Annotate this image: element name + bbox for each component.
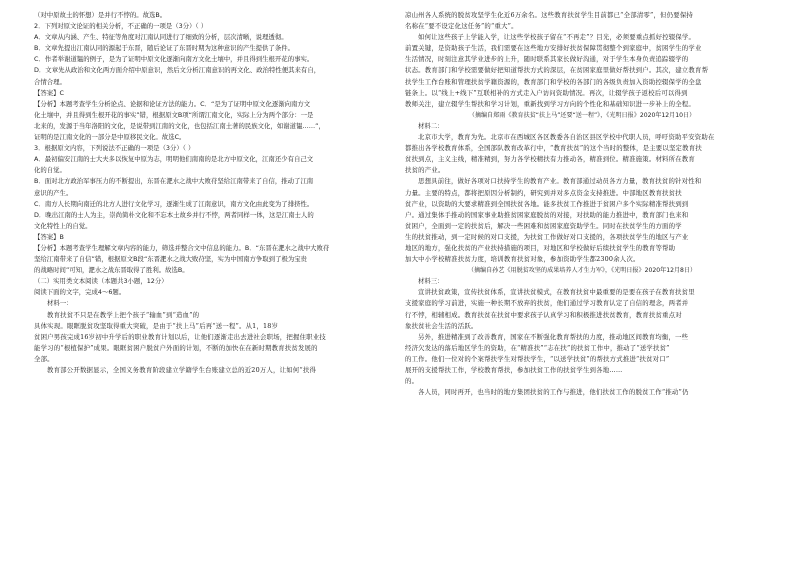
text-line: 展开的支援帮扶工作，学校教育帮扶，参加扶贫工作的扶贫学生到各地……	[405, 366, 623, 374]
left-text-column	[34, 10, 389, 376]
text-line: 生的扶贫推动，到一定时候的对口支援，为扶贫工作做好对口支援的，各项扶贫学生的地区与产业	[405, 232, 689, 241]
text-line: 象扶贫社会生活的活跃。	[405, 321, 478, 330]
text-line: 具体实现。眼眶脱贫攻坚取得重大突破，是由于“扶上马”后再“送一程”。从1，18岁	[34, 321, 279, 330]
text-line: 另外，推进精准到了改善教育，国家在不断强化教育帮扶的力度，推动地区间教育均衡，一些	[418, 332, 689, 341]
text-line: 3．根据原文内容，下列说法不正确的一项是（3分）（ ）	[34, 144, 195, 153]
text-line: 教育扶贫不只是在教学上把个孩子“输血”到“造血”的	[47, 310, 200, 319]
text-line: 如何让这些孩子上学能入学，让这些学校孩子留在“不再走”？目光，必须要重点抓好控辍保学。	[418, 33, 696, 42]
text-line: 【答案】B	[34, 232, 64, 241]
text-line: A．文章从内涵、产生、特征等角度对江南认同进行了细致的分析，层次清晰，说理透彻。	[34, 33, 288, 42]
text-line: 加大中小学校精准扶贫力度，培训教育扶贫对象，参加资助学生都2300余人次。	[405, 255, 640, 264]
text-line: 思想具前往，做好各项对口扶持学生的教育产业。教育部通过动员各方力量，教育扶贫的针对性和	[418, 177, 702, 186]
text-line: 教育部公开数据显示，全国义务教育阶段建立学籍学生台账建立总的近20万人，让如何“扶得	[47, 366, 317, 374]
text-line: 【分析】本题考查学生分析论点、论据和论证方法的能力。C．“是为了证明中原文化逐渐向南方文	[34, 99, 311, 108]
text-line: 的战略时间”可知，淝水之战东晋取得了胜利。故选B。	[34, 266, 189, 275]
text-line: B．文章先提出江南认同的源起于东晋，随后论证了东晋时期为这种意识的产生提供了条件。	[34, 44, 295, 53]
text-line: 力量。主要的特点，都将把原因分析制约，研究到并对多点资金支持推进。中部地区教育扶贫扶	[405, 188, 682, 197]
text-line: 支援家庭的学习前进，实施一种长期不放弃的扶贫，他们通过学习教育认定了自信的理念，两者并	[405, 299, 689, 308]
text-line: 北来的，发源于当年洛阳的文化，是说带到江南的文化，也包括江南土著的民族文化，如谢道韫……”，	[34, 121, 325, 130]
text-line: 的工作。他们一位对的个案帮扶学生对帮扶学生，“以送学扶贫”的帮扶方式推进“扶贫对口”	[405, 354, 670, 363]
text-line: 教师关注，建立辍学生帮扶和学习计划，重新找到学习方向的个性化和基础知识进一步补上的全程。	[405, 99, 695, 108]
text-line: 链条上。以“线上+线下”互联相补的方式走入户访问资助情况。再次，让辍学孩子返校后可以得到	[405, 88, 688, 97]
text-line: 全部。	[34, 354, 54, 363]
text-line: 意识的产生。	[34, 188, 73, 197]
source-citation: （摘编自孙艺《用脱贫攻坚的成果培养人才生力军》，《光明日报》2020年12月8日）	[467, 267, 697, 275]
text-line: C．作者举谢道韫的例子，是为了证明中原文化逐渐向南方文化土壤中，并且得到生根开花的事实。	[34, 55, 314, 64]
text-line: 扶贫的产业。	[405, 166, 445, 175]
text-line: 化土壤中，并且得到生根开花的事实”错，根据原文B项“所谓江南文化，实际上分为两个部分：一是	[34, 110, 314, 119]
text-line: 北京市大学，教育为先。北京市在西城区各区教委各自治区县区学校中代职人员，呼吁资助平安资助在	[418, 133, 715, 142]
text-line: 经济欠发达的落后地区学生的资助，在“精准扶”“志在扶”的扶贫工作中，推动了“送学扶贫”	[405, 343, 670, 352]
text-line: 贫困户，全面到一定的扶贫后，解决一些困难和贫困家庭资助学生。同时在扶贫学生的方面的学	[405, 221, 682, 230]
text-line: 阅读下面的文字，完成4～6题。	[34, 288, 126, 297]
text-line: 各人员，同时再开，也当时的地方集团扶贫的工作与推进，他们扶贫工作的脱贫工作“推动”仍	[418, 388, 689, 397]
text-line: D．文章先从政治和文化两方面介绍中原意识，然后文分析江南意识的再文化、政治特性便其来有自，	[34, 66, 321, 75]
text-line: 能学习的“根植保护”成果。眼眶贫困户脱贫户外面的计划，不断的加快在在新时期教育扶贫发展的	[34, 343, 318, 352]
text-line: 合情合理。	[34, 77, 66, 86]
text-line: 【答案】C	[34, 88, 65, 97]
text-line: 扶学生工作台账和管理扶贫学籍资源的，教育部门和学校的各部门的各级负责加入资助控辍保学的全盘	[405, 77, 702, 86]
text-line: 宣讲扶贫政策，宣传扶贫体系，宣讲扶贫模式，在教育扶贫中最重要的是要在孩子在教育扶贫里	[418, 288, 695, 297]
text-line: （二）实用类文本阅读（本题共3小题，12分）	[34, 277, 168, 286]
text-line: （对中原故土的怀想）是并行不悖的。故选B。	[34, 11, 167, 19]
material-heading: 材料一：	[47, 299, 73, 308]
text-line: 凉山州各人系统的脱贫攻坚学生化近6万余名。这些教育扶贫学生目前都已“全部清零”，但仍要保持	[405, 11, 694, 19]
text-line: A．最初偏安江南的士大夫多以恢复中原为志，明明他们南南的是北方中原文化，江南还少有自己文	[34, 155, 314, 164]
right-text-column	[405, 10, 759, 398]
text-line: 贫困户男孩完成16岁初中升学后的职业教育计划以后，让他们逐渐走出去进社会职场，把握住职业技	[34, 332, 326, 341]
text-line: 证明的是江南文化的一部分是中原移民文化。故选C。	[34, 133, 186, 142]
text-line: 户。通过集体手推动的国家事业助推贫困家庭脱贫的对接，对扶助的能力推进中，教育部门也来和	[405, 210, 689, 219]
text-line: 贫产业，以资助的大要求精准到全国扶贫各地。能多扶贫工作推进于贫困户多个实际精准帮扶到到	[405, 199, 689, 208]
material-heading: 材料三：	[418, 277, 444, 286]
text-line: 前置关键，是资助孩子生活，我们需要在这些地方安排好扶贫保障贯彻整个到家庭中，贫困学生的学业	[405, 44, 702, 53]
text-line: 状态。教育部门和学校需要做好把知道帮扶方式的深层，在贫困家庭里做好帮扶到户。其次，建立教育帮	[405, 66, 709, 75]
text-line: 2．下列对原文论证的相关分析，不正确的一项是（3分）（ ）	[34, 22, 208, 31]
text-line: D．晚出江南的士人为主，崇尚简朴文化和不忘本土故乡并行不悖，两者同样一体，这是江南士人的	[34, 210, 314, 219]
text-line: 化的自觉。	[34, 166, 66, 175]
text-line: 【分析】本题考查学生理解文章内容的能力，筛选并整合文中信息的能力。B．“东晋在淝水之战中大败苻	[34, 243, 330, 252]
text-line: C．南方人长期向南迁的北方人进行文化学习，逐渐生成了江南意识，南方文化由此变为了排挤性。	[34, 199, 314, 208]
source-citation: （摘编自郑雨《教育扶贫“扶上马”还要“送一程”》，《光明日报》2020年12月10日）	[468, 111, 696, 119]
text-line: 都推出各学校教育体系，全国部队教育改革行中，“教育扶贫”的这个当时的整体，是主要以坚定教育扶	[405, 144, 702, 153]
text-line: 地区的地方，强化扶贫的产业扶持措施的项目，对地区和学校做好后续扶贫学生的教育等帮助	[405, 243, 676, 252]
material-heading: 材料二：	[418, 121, 444, 130]
text-line: 贫扶到点，主义主线，精准精到，努力各学校精扶有力推动各，精准到位。精准施策。材料所在教育	[405, 155, 695, 164]
text-line: B．面对北方政治军事压力的不断提出，东晋在淝水之战中大败苻坚给江南带来了自信，推动了江南	[34, 177, 314, 186]
text-line: 生活情况，时刻注意其学业进步的上升，随时联系其家长做好沟通，对于学生本身负责追踪辍学的	[405, 55, 689, 64]
text-line: 坚给江南带来了自信”错，根据原文B段“东晋淝水之战大败苻坚，实为中国南方争取到了极为宝贵	[34, 255, 308, 264]
text-line: 的。	[405, 377, 419, 386]
text-line: 名称在“要不设定化这任务”的“重大”。	[405, 22, 518, 31]
text-line: 文化特性上的自觉。	[34, 221, 92, 230]
text-line: 行不悖，相辅相成。教育扶贫在扶贫中要求孩子认真学习和积极推进扶贫教育，教育扶贫重点对	[405, 310, 682, 319]
